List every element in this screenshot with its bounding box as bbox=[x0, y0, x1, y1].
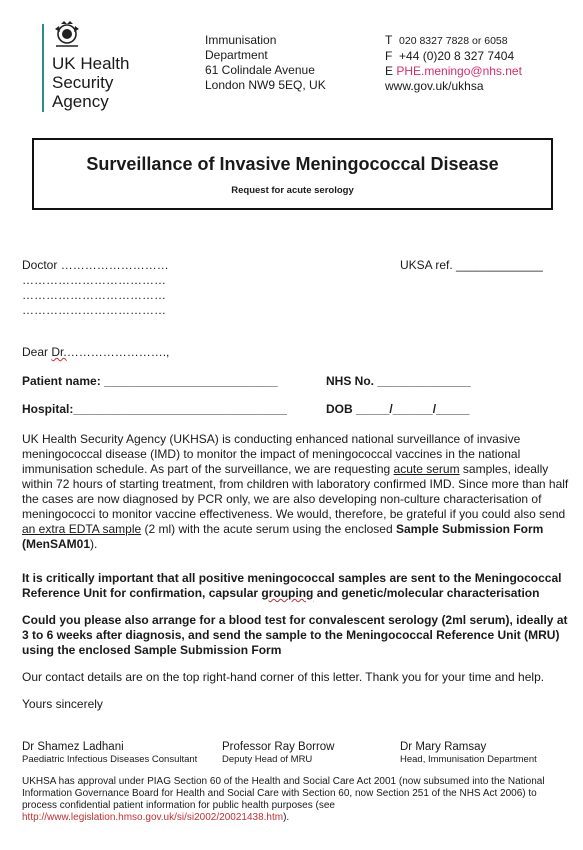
fax-line bbox=[385, 49, 522, 64]
address-block bbox=[205, 33, 326, 93]
fax-prefix: F bbox=[385, 49, 393, 63]
paragraph-surveillance bbox=[22, 432, 575, 552]
signatory-role: Paediatric Infectious Diseases Consultant bbox=[22, 754, 198, 765]
telephone-prefix: T bbox=[385, 33, 393, 47]
contact-block bbox=[385, 33, 522, 94]
email-line bbox=[385, 64, 522, 79]
signatory-ramsay bbox=[400, 740, 537, 766]
paragraph-convalescent: Could you please also arrange for a blood test for convalescent serology (2ml serum), ideally at 3 to 6 weeks after diagnosis, and send the sample to the Meningococcal Reference Unit (MRU) using the enclosed Sample Submission Form bbox=[22, 613, 568, 657]
doctor-dots: ……………………… bbox=[60, 258, 169, 272]
document-subtitle: Request for acute serology bbox=[231, 185, 354, 196]
telephone-number: 020 8327 7828 or 6058 bbox=[399, 35, 508, 47]
nhs-number-field: NHS No. ______________ bbox=[326, 374, 471, 388]
grouping-word: grouping bbox=[261, 586, 314, 600]
doctor-field bbox=[22, 258, 169, 273]
salutation-prefix: Dear bbox=[22, 345, 49, 359]
salutation-dots: ……………………., bbox=[66, 345, 170, 359]
telephone-line bbox=[385, 33, 522, 49]
fax-number: +44 (0)20 8 327 7404 bbox=[399, 49, 515, 63]
agency-logo bbox=[52, 54, 129, 111]
doctor-label: Doctor bbox=[22, 258, 58, 272]
signatory-borrow bbox=[222, 740, 334, 766]
logo-line-2: Security bbox=[52, 73, 114, 92]
signatory-ladhani bbox=[22, 740, 197, 766]
salutation-title: Dr. bbox=[51, 345, 67, 359]
p1-text-a: UK Health Security Agency (UKHSA) is conducting enhanced national surveillance of invasive meningococcal disease (IMD) to monitor the impact of meningococcal vaccines in the national immunisation schedule. As part of the surveillance, we are requesting bbox=[22, 432, 521, 476]
website-link[interactable]: www.gov.uk/ukhsa bbox=[385, 79, 484, 93]
logo-line-1: UK Health bbox=[52, 54, 130, 73]
dob-field: DOB _____/______/_____ bbox=[326, 402, 470, 416]
edta-sample-emphasis: an extra EDTA sample bbox=[22, 522, 142, 536]
sample-form-name: Sample Submission Form (MenSAM01 bbox=[22, 522, 544, 551]
doctor-dots-line-3: ……………………………… bbox=[22, 288, 166, 302]
address-line: Department bbox=[205, 48, 268, 62]
logo-divider bbox=[42, 24, 44, 112]
address-line: London NW9 5EQ, UK bbox=[205, 78, 326, 92]
p2-text-b: and genetic/molecular characterisation bbox=[313, 586, 540, 600]
salutation bbox=[22, 345, 169, 360]
closing: Yours sincerely bbox=[22, 697, 103, 711]
signatory-name: Professor Ray Borrow bbox=[222, 741, 335, 753]
legal-footnote bbox=[22, 776, 567, 824]
doctor-dots-line-4: ……………………………… bbox=[22, 303, 166, 317]
p1-text-c: (2 ml) with the acute serum using the enclosed bbox=[141, 522, 396, 536]
logo-line-3: Agency bbox=[52, 92, 109, 111]
signatory-role: Deputy Head of MRU bbox=[222, 754, 313, 765]
p2-text-a: It is critically important that all positive meningococcal samples are sent to the Meningococcal Reference Unit for confirmation, capsular bbox=[22, 571, 562, 600]
paragraph-critical bbox=[22, 571, 575, 601]
royal-crest-icon bbox=[50, 20, 84, 50]
paragraph-contact: Our contact details are on the top right-hand corner of this letter. Thank you for your time and help. bbox=[22, 670, 545, 684]
signatory-role: Head, Immunisation Department bbox=[400, 754, 537, 765]
email-link[interactable]: PHE.meningo@nhs.net bbox=[396, 64, 522, 78]
ukhsa-ref-field: UKSA ref. _____________ bbox=[400, 258, 543, 272]
signatory-name: Dr Mary Ramsay bbox=[400, 741, 487, 753]
footnote-text: UKHSA has approval under PIAG Section 60 of the Health and Social Care Act 2001 (now subsumed into the National Information Governance Board for Health and Social Care with Section 60, now Section 251 of the NHS Act 2006) to process confidential patient information for public health purposes (see bbox=[22, 776, 545, 811]
patient-name-field: Patient name: __________________________ bbox=[22, 374, 278, 388]
p1-text-end: ). bbox=[90, 537, 98, 551]
address-line: 61 Colindale Avenue bbox=[205, 63, 315, 77]
title-box bbox=[32, 138, 553, 210]
document-title: Surveillance of Invasive Meningococcal Disease bbox=[86, 154, 499, 174]
email-prefix: E bbox=[385, 64, 394, 78]
p1-text-b: samples, ideally within 72 hours of starting treatment, from children with laboratory confirmed IMD. Since more than half the cases are now diagnosed by PCR only, we are also developing non-culture characterisation of meningococci to monitor vaccine effectiveness. We would, therefore, be grateful if you could also send bbox=[22, 462, 569, 521]
acute-serum-emphasis: acute serum bbox=[393, 462, 460, 476]
signatory-name: Dr Shamez Ladhani bbox=[22, 741, 124, 753]
hospital-field: Hospital:________________________________ bbox=[22, 402, 287, 416]
legislation-link[interactable]: http://www.legislation.hmso.gov.uk/si/si2002/20021438.htm bbox=[22, 812, 284, 823]
footnote-end: ). bbox=[283, 812, 290, 823]
doctor-dots-line-2: ……………………………… bbox=[22, 273, 166, 287]
address-line: Immunisation bbox=[205, 33, 277, 47]
